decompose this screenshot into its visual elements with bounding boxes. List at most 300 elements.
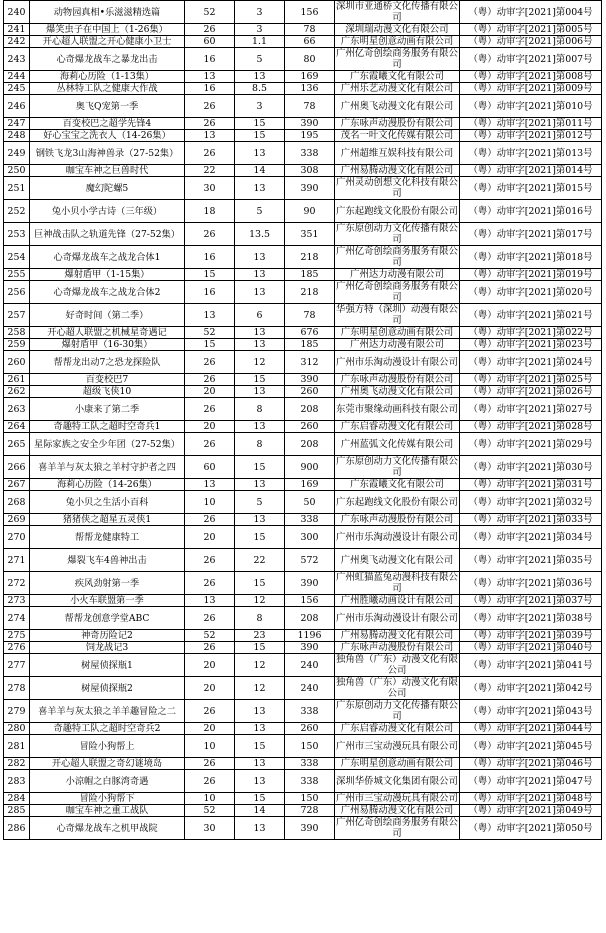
table-row <box>4 130 602 142</box>
program-title: 星际家族之安全少年团（27-52集） <box>30 433 185 456</box>
program-title: 爆裂飞车4兽神出击 <box>30 549 185 572</box>
program-title: 树屋侦探瓶1 <box>30 654 185 677</box>
total-minutes: 390 <box>285 374 335 386</box>
production-company: 广州易腾动漫文化有限公司 <box>335 805 460 817</box>
table-row <box>4 817 602 840</box>
table-row <box>4 514 602 526</box>
row-number: 245 <box>4 83 30 95</box>
total-minutes: 240 <box>285 677 335 700</box>
total-minutes: 338 <box>285 758 335 770</box>
row-number: 248 <box>4 130 30 142</box>
program-title: 帮帮龙创意学堂ABC <box>30 607 185 630</box>
row-number: 261 <box>4 374 30 386</box>
production-company: 广州奥飞动漫文化有限公司 <box>335 386 460 398</box>
row-number: 265 <box>4 433 30 456</box>
license-number: （粤）动审字[2021]第046号 <box>460 758 602 770</box>
row-number: 284 <box>4 793 30 805</box>
minutes-per-episode: 13 <box>235 246 285 269</box>
production-company: 广州亿奇创绘商务服务有限公司 <box>336 281 458 303</box>
total-minutes: 390 <box>285 118 335 130</box>
table-row <box>4 386 602 398</box>
table-row <box>4 200 602 223</box>
license-number: （粤）动审字[2021]第032号 <box>460 491 602 514</box>
table-row <box>4 572 602 595</box>
minutes-per-episode: 13 <box>235 817 285 840</box>
minutes-per-episode: 3 <box>235 1 285 24</box>
row-number: 263 <box>4 398 30 421</box>
episode-count: 52 <box>185 805 235 817</box>
record-table <box>3 0 602 840</box>
production-company: 广州胜曦动画设计有限公司 <box>335 595 460 607</box>
production-company: 茂名一叶文化传媒有限公司 <box>335 130 460 142</box>
license-number: （粤）动审字[2021]第018号 <box>460 246 602 269</box>
total-minutes: 169 <box>285 479 335 491</box>
license-number: （粤）动审字[2021]第034号 <box>460 526 602 549</box>
minutes-per-episode: 6 <box>235 304 285 327</box>
episode-count: 26 <box>185 642 235 654</box>
table-row <box>4 48 602 71</box>
production-company: 广州超维互娱科技有限公司 <box>335 142 460 165</box>
row-number: 277 <box>4 654 30 677</box>
license-number: （粤）动审字[2021]第033号 <box>460 514 602 526</box>
row-number: 250 <box>4 165 30 177</box>
program-title: 好奇时间（第二季） <box>30 304 185 327</box>
program-title: 帮帮龙健康特工 <box>30 526 185 549</box>
program-title: 海莉心历险（1-13集） <box>30 71 185 83</box>
production-company: 广州达力动漫有限公司 <box>335 269 460 281</box>
minutes-per-episode: 13 <box>235 386 285 398</box>
episode-count: 30 <box>185 177 235 200</box>
minutes-per-episode: 15 <box>235 118 285 130</box>
minutes-per-episode: 8 <box>235 398 285 421</box>
total-minutes: 572 <box>285 549 335 572</box>
program-title: 好心宝宝之洗衣人（14-26集） <box>30 130 185 142</box>
program-title: 饲龙战记3 <box>30 642 185 654</box>
program-title: 小涼帽之白豚湾奇遇 <box>30 770 185 793</box>
row-number: 272 <box>4 572 30 595</box>
row-number: 243 <box>4 48 30 71</box>
license-number: （粤）动审字[2021]第010号 <box>460 95 602 118</box>
program-title: 奇趣特工队之超时空奇兵2 <box>30 723 185 735</box>
program-title: 奇趣特工队之超时空奇兵1 <box>30 421 185 433</box>
license-number: （粤）动审字[2021]第016号 <box>460 200 602 223</box>
production-company: 广东咏声动漫股份有限公司 <box>335 642 460 654</box>
total-minutes: 260 <box>285 723 335 735</box>
program-title: 心奇爆龙战车之暴龙出击 <box>30 48 185 71</box>
episode-count: 15 <box>185 339 235 351</box>
row-number: 249 <box>4 142 30 165</box>
episode-count: 20 <box>185 386 235 398</box>
program-title: 小火车联盟第一季 <box>30 595 185 607</box>
minutes-per-episode: 14 <box>235 165 285 177</box>
minutes-per-episode: 5 <box>235 48 285 71</box>
table-row <box>4 526 602 549</box>
license-number: （粤）动审字[2021]第021号 <box>460 304 602 327</box>
production-company: 广东明星创意动画有限公司 <box>335 758 460 770</box>
table-row <box>4 677 602 700</box>
table-row <box>4 456 602 479</box>
license-number: （粤）动审字[2021]第012号 <box>460 130 602 142</box>
license-number: （粤）动审字[2021]第011号 <box>460 118 602 130</box>
total-minutes: 218 <box>285 281 335 304</box>
episode-count: 20 <box>185 677 235 700</box>
row-number: 274 <box>4 607 30 630</box>
minutes-per-episode: 13 <box>235 71 285 83</box>
total-minutes: 208 <box>285 398 335 421</box>
total-minutes: 50 <box>285 491 335 514</box>
license-number: （粤）动审字[2021]第037号 <box>460 595 602 607</box>
table-row <box>4 269 602 281</box>
production-company: 广州亿奇创绘商务服务有限公司 <box>336 817 458 839</box>
production-company: 广州亿奇创绘商务服务有限公司 <box>336 48 458 70</box>
minutes-per-episode: 13 <box>235 700 285 723</box>
program-title: 树屋侦探瓶2 <box>30 677 185 700</box>
table-row <box>4 281 602 304</box>
license-number: （粤）动审字[2021]第013号 <box>460 142 602 165</box>
table-row <box>4 491 602 514</box>
table-row <box>4 758 602 770</box>
total-minutes: 351 <box>285 223 335 246</box>
episode-count: 26 <box>185 374 235 386</box>
production-company: 广州达力动漫有限公司 <box>335 339 460 351</box>
row-number: 255 <box>4 269 30 281</box>
program-title: 心奇爆龙战车之机甲战院 <box>30 817 185 840</box>
production-company: 广东霞曦文化有限公司 <box>335 71 460 83</box>
row-number: 283 <box>4 770 30 793</box>
episode-count: 26 <box>185 549 235 572</box>
production-company: 广州虹猫蓝兔动漫科技有限公司 <box>336 572 458 594</box>
total-minutes: 78 <box>285 304 335 327</box>
episode-count: 16 <box>185 83 235 95</box>
table-row <box>4 805 602 817</box>
minutes-per-episode: 13 <box>235 758 285 770</box>
table-row <box>4 595 602 607</box>
minutes-per-episode: 22 <box>235 549 285 572</box>
license-number: （粤）动审字[2021]第005号 <box>460 24 602 36</box>
row-number: 254 <box>4 246 30 269</box>
total-minutes: 78 <box>285 24 335 36</box>
episode-count: 13 <box>185 71 235 83</box>
table-row <box>4 83 602 95</box>
minutes-per-episode: 13 <box>235 269 285 281</box>
episode-count: 26 <box>185 514 235 526</box>
total-minutes: 136 <box>285 83 335 95</box>
table-row <box>4 24 602 36</box>
episode-count: 26 <box>185 118 235 130</box>
episode-count: 26 <box>185 700 235 723</box>
episode-count: 13 <box>185 304 235 327</box>
production-company: 东莞市聚缘动画科技有限公司 <box>335 398 460 421</box>
table-row <box>4 723 602 735</box>
total-minutes: 66 <box>285 36 335 48</box>
license-number: （粤）动审字[2021]第047号 <box>460 770 602 793</box>
license-number: （粤）动审字[2021]第022号 <box>460 327 602 339</box>
table-row <box>4 339 602 351</box>
program-title: 开心超人联盟之奇幻谜境岛 <box>30 758 185 770</box>
row-number: 252 <box>4 200 30 223</box>
program-title: 心奇爆龙战车之战龙合体2 <box>30 281 185 304</box>
row-number: 271 <box>4 549 30 572</box>
episode-count: 26 <box>185 351 235 374</box>
table-row <box>4 421 602 433</box>
license-number: （粤）动审字[2021]第014号 <box>460 165 602 177</box>
license-number: （粤）动审字[2021]第019号 <box>460 269 602 281</box>
program-title: 动物园真相•乐滋滋精选篇 <box>30 1 185 24</box>
total-minutes: 78 <box>285 95 335 118</box>
episode-count: 22 <box>185 165 235 177</box>
license-number: （粤）动审字[2021]第031号 <box>460 479 602 491</box>
minutes-per-episode: 13 <box>235 142 285 165</box>
production-company: 深圳市亚通桥文化传播有限公司 <box>336 1 458 23</box>
total-minutes: 150 <box>285 793 335 805</box>
table-row <box>4 165 602 177</box>
episode-count: 10 <box>185 735 235 758</box>
production-company: 广东咏声动漫股份有限公司 <box>335 118 460 130</box>
row-number: 240 <box>4 1 30 24</box>
episode-count: 10 <box>185 491 235 514</box>
license-number: （粤）动审字[2021]第027号 <box>460 398 602 421</box>
episode-count: 20 <box>185 526 235 549</box>
production-company: 广东原创动力文化传播有限公司 <box>336 223 458 245</box>
license-number: （粤）动审字[2021]第008号 <box>460 71 602 83</box>
episode-count: 16 <box>185 281 235 304</box>
production-company: 广东明星创意动画有限公司 <box>335 36 460 48</box>
table-row <box>4 351 602 374</box>
total-minutes: 240 <box>285 654 335 677</box>
row-number: 270 <box>4 526 30 549</box>
total-minutes: 308 <box>285 165 335 177</box>
episode-count: 13 <box>185 479 235 491</box>
program-title: 百变校巴7 <box>30 374 185 386</box>
total-minutes: 728 <box>285 805 335 817</box>
table-row <box>4 1 602 24</box>
production-company: 广州市三宝动漫玩具有限公司 <box>336 793 458 804</box>
license-number: （粤）动审字[2021]第029号 <box>460 433 602 456</box>
production-company: 华强方特（深圳）动漫有限公司 <box>336 304 458 326</box>
row-number: 286 <box>4 817 30 840</box>
episode-count: 26 <box>185 223 235 246</box>
production-company: 广州蓝弧文化传媒有限公司 <box>335 433 460 456</box>
row-number: 256 <box>4 281 30 304</box>
episode-count: 20 <box>185 421 235 433</box>
license-number: （粤）动审字[2021]第045号 <box>460 735 602 758</box>
table-row <box>4 246 602 269</box>
table-row <box>4 770 602 793</box>
license-number: （粤）动审字[2021]第042号 <box>460 677 602 700</box>
license-number: （粤）动审字[2021]第040号 <box>460 642 602 654</box>
program-title: 兔小贝小学古诗（三年级） <box>30 200 185 223</box>
table-row <box>4 549 602 572</box>
table-row <box>4 95 602 118</box>
program-title: 百变校巴之超学先锋4 <box>30 118 185 130</box>
total-minutes: 156 <box>285 1 335 24</box>
total-minutes: 300 <box>285 526 335 549</box>
episode-count: 26 <box>185 607 235 630</box>
license-number: （粤）动审字[2021]第039号 <box>460 630 602 642</box>
program-title: 小康来了第二季 <box>30 398 185 421</box>
episode-count: 52 <box>185 1 235 24</box>
minutes-per-episode: 15 <box>235 793 285 805</box>
production-company: 广州市三宝动漫玩具有限公司 <box>335 735 460 758</box>
production-company: 广州市乐淘动漫设计有限公司 <box>335 607 460 630</box>
total-minutes: 900 <box>285 456 335 479</box>
minutes-per-episode: 13 <box>235 514 285 526</box>
production-company: 广东咏声动漫股份有限公司 <box>335 374 460 386</box>
license-number: （粤）动审字[2021]第017号 <box>460 223 602 246</box>
production-company: 广州市乐淘动漫设计有限公司 <box>335 351 460 374</box>
row-number: 258 <box>4 327 30 339</box>
row-number: 267 <box>4 479 30 491</box>
minutes-per-episode: 8 <box>235 607 285 630</box>
minutes-per-episode: 13 <box>235 281 285 304</box>
minutes-per-episode: 5 <box>235 200 285 223</box>
total-minutes: 150 <box>285 735 335 758</box>
license-number: （粤）动审字[2021]第044号 <box>460 723 602 735</box>
row-number: 253 <box>4 223 30 246</box>
minutes-per-episode: 14 <box>235 805 285 817</box>
table-row <box>4 398 602 421</box>
row-number: 242 <box>4 36 30 48</box>
row-number: 264 <box>4 421 30 433</box>
production-company: 深圳华侨城文化集团有限公司 <box>335 770 460 793</box>
production-company: 广东原创动力文化传播有限公司 <box>336 456 458 478</box>
document-page <box>3 0 602 840</box>
table-row <box>4 630 602 642</box>
program-title: 咖宝车神之重工战队 <box>30 805 185 817</box>
episode-count: 10 <box>185 793 235 805</box>
program-title: 超级飞侠10 <box>30 386 185 398</box>
episode-count: 26 <box>185 398 235 421</box>
program-title: 爆笑虫子在中国上（1-26集） <box>30 24 185 36</box>
row-number: 241 <box>4 24 30 36</box>
minutes-per-episode: 12 <box>235 351 285 374</box>
episode-count: 60 <box>185 36 235 48</box>
table-row <box>4 327 602 339</box>
production-company: 广州乐艺动漫文化有限公司 <box>335 83 460 95</box>
episode-count: 26 <box>185 433 235 456</box>
total-minutes: 390 <box>285 177 335 200</box>
minutes-per-episode: 3 <box>235 24 285 36</box>
program-title: 喜羊羊与灰太狼之羊村守护者之四 <box>30 456 185 479</box>
row-number: 269 <box>4 514 30 526</box>
row-number: 275 <box>4 630 30 642</box>
production-company: 广州市乐淘动漫设计有限公司 <box>335 526 460 549</box>
total-minutes: 185 <box>285 269 335 281</box>
total-minutes: 338 <box>285 770 335 793</box>
production-company: 深圳瑞动漫文化有限公司 <box>335 24 460 36</box>
program-title: 心奇爆龙战车之战龙合体1 <box>30 246 185 269</box>
minutes-per-episode: 13 <box>235 479 285 491</box>
production-company: 广东起跑线文化股份有限公司 <box>335 200 460 223</box>
production-company: 广州奥飞动漫文化有限公司 <box>335 549 460 572</box>
episode-count: 26 <box>185 758 235 770</box>
minutes-per-episode: 13 <box>235 421 285 433</box>
episode-count: 13 <box>185 595 235 607</box>
minutes-per-episode: 8 <box>235 433 285 456</box>
program-title: 开心超人联盟之机械星奇遇记 <box>30 327 185 339</box>
minutes-per-episode: 23 <box>235 630 285 642</box>
total-minutes: 1196 <box>285 630 335 642</box>
program-title: 疾风劲射第一季 <box>30 572 185 595</box>
minutes-per-episode: 15 <box>235 456 285 479</box>
program-title: 咖宝车神之巨兽时代 <box>30 165 185 177</box>
program-title: 巨神战击队之轨道先锋（27-52集） <box>30 223 185 246</box>
license-number: （粤）动审字[2021]第030号 <box>460 456 602 479</box>
production-company: 广州奥飞动漫文化有限公司 <box>335 95 460 118</box>
episode-count: 30 <box>185 817 235 840</box>
minutes-per-episode: 5 <box>235 491 285 514</box>
episode-count: 13 <box>185 130 235 142</box>
license-number: （粤）动审字[2021]第015号 <box>460 177 602 200</box>
license-number: （粤）动审字[2021]第036号 <box>460 572 602 595</box>
episode-count: 18 <box>185 200 235 223</box>
table-row <box>4 700 602 723</box>
row-number: 246 <box>4 95 30 118</box>
total-minutes: 208 <box>285 433 335 456</box>
table-row <box>4 142 602 165</box>
minutes-per-episode: 1.1 <box>235 36 285 48</box>
program-title: 钢铁飞龙3山海神兽录（27-52集） <box>30 142 185 165</box>
license-number: （粤）动审字[2021]第038号 <box>460 607 602 630</box>
production-company: 广州易腾动漫文化有限公司 <box>335 630 460 642</box>
program-title: 爆射盾甲（16-30集） <box>30 339 185 351</box>
license-number: （粤）动审字[2021]第049号 <box>460 805 602 817</box>
total-minutes: 208 <box>285 607 335 630</box>
table-row <box>4 118 602 130</box>
minutes-per-episode: 12 <box>235 654 285 677</box>
episode-count: 26 <box>185 95 235 118</box>
row-number: 262 <box>4 386 30 398</box>
row-number: 276 <box>4 642 30 654</box>
license-number: （粤）动审字[2021]第023号 <box>460 339 602 351</box>
episode-count: 60 <box>185 456 235 479</box>
episode-count: 52 <box>185 327 235 339</box>
production-company: 独角兽（广东）动漫文化有限公司 <box>336 654 458 676</box>
license-number: （粤）动审字[2021]第009号 <box>460 83 602 95</box>
row-number: 282 <box>4 758 30 770</box>
table-row <box>4 433 602 456</box>
program-title: 猪猪侠之超星五灵侠1 <box>30 514 185 526</box>
license-number: （粤）动审字[2021]第028号 <box>460 421 602 433</box>
production-company: 广州易腾动漫文化有限公司 <box>335 165 460 177</box>
production-company: 广东明星创意动画有限公司 <box>335 327 460 339</box>
license-number: （粤）动审字[2021]第025号 <box>460 374 602 386</box>
production-company: 广东原创动力文化传播有限公司 <box>336 700 458 722</box>
episode-count: 26 <box>185 142 235 165</box>
table-body <box>4 1 602 840</box>
program-title: 帮帮龙出动7之恐龙探险队 <box>30 351 185 374</box>
license-number: （粤）动审字[2021]第048号 <box>460 793 602 805</box>
license-number: （粤）动审字[2021]第004号 <box>460 1 602 24</box>
minutes-per-episode: 8.5 <box>235 83 285 95</box>
program-title: 喜羊羊与灰太狼之羊羊趣冒险之二 <box>30 700 185 723</box>
production-company: 广东霞曦文化有限公司 <box>335 479 460 491</box>
episode-count: 16 <box>185 246 235 269</box>
license-number: （粤）动审字[2021]第041号 <box>460 654 602 677</box>
minutes-per-episode: 13 <box>235 327 285 339</box>
table-row <box>4 607 602 630</box>
row-number: 257 <box>4 304 30 327</box>
total-minutes: 338 <box>285 142 335 165</box>
table-row <box>4 71 602 83</box>
row-number: 278 <box>4 677 30 700</box>
table-row <box>4 223 602 246</box>
license-number: （粤）动审字[2021]第024号 <box>460 351 602 374</box>
episode-count: 26 <box>185 770 235 793</box>
table-row <box>4 479 602 491</box>
row-number: 281 <box>4 735 30 758</box>
program-title: 开心超人联盟之开心健康小卫士 <box>30 36 185 48</box>
